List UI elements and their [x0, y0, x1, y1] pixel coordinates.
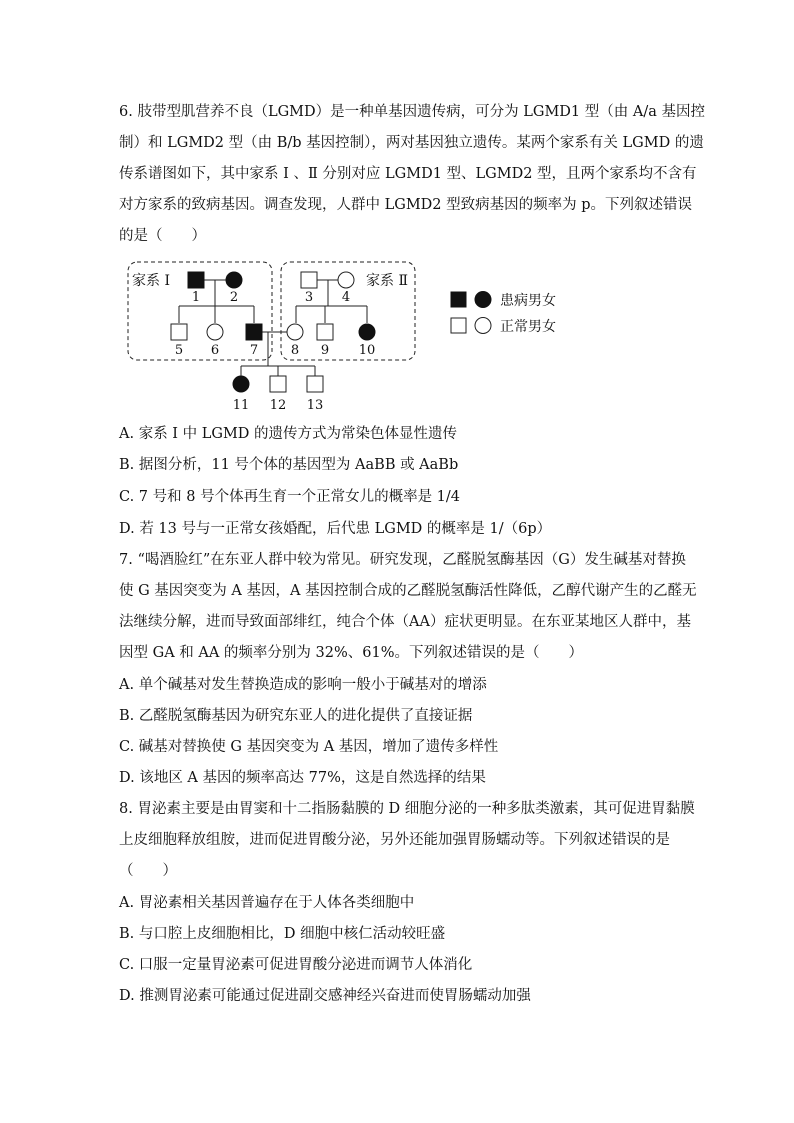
q6-line-1: 6. 肢带型肌营养不良（LGMD）是一种单基因遗传病，可分为 LGMD1 型（由 A/a 基因控 — [119, 104, 705, 120]
legend-affected-female — [475, 292, 491, 308]
label-7: 7 — [249, 343, 259, 358]
q8-option-d: D. 推测胃泌素可能通过促进副交感神经兴奋进而使胃肠蠕动加强 — [119, 988, 531, 1004]
pedigree-diagram — [118, 256, 578, 416]
q8-line-1: 8. 胃泌素主要是由胃窦和十二指肠黏膜的 D 细胞分泌的一种多肽类激素，其可促进胃黏膜 — [119, 801, 695, 817]
q7-option-a: A. 单个碱基对发生替换造成的影响一般小于碱基对的增添 — [119, 677, 487, 693]
q7-line-2: 使 G 基因突变为 A 基因，A 基因控制合成的乙醛脱氢酶活性降低，乙醇代谢产生的乙醛无 — [119, 583, 697, 599]
label-12: 12 — [269, 398, 287, 413]
label-9: 9 — [320, 343, 330, 358]
q6-option-d: D. 若 13 号与一正常女孩婚配，后代患 LGMD 的概率是 1/（6p） — [119, 521, 552, 537]
q6-line-3: 传系谱图如下，其中家系 Ⅰ 、Ⅱ 分别对应 LGMD1 型、LGMD2 型，且两个家系均不含有 — [119, 166, 697, 182]
label-8: 8 — [290, 343, 300, 358]
family2-label: 家系 Ⅱ — [366, 273, 408, 289]
label-13: 13 — [306, 398, 324, 413]
individual-7 — [246, 324, 262, 340]
q8-line-2: 上皮细胞释放组胺，进而促进胃酸分泌，另外还能加强胃肠蠕动等。下列叙述错误的是 — [119, 832, 670, 848]
q7-line-3: 法继续分解，进而导致面部绯红，纯合个体（AA）症状更明显。在东亚某地区人群中，基 — [119, 614, 691, 630]
q7-option-b: B. 乙醛脱氢酶基因为研究东亚人的进化提供了直接证据 — [119, 708, 473, 724]
label-1: 1 — [191, 290, 201, 305]
legend-normal-label: 正常男女 — [500, 319, 556, 335]
individual-13 — [307, 376, 323, 392]
q6-line-5: 的是（ ） — [119, 228, 206, 244]
q7-option-d: D. 该地区 A 基因的频率高达 77%，这是自然选择的结果 — [119, 770, 486, 786]
family1-label: 家系 Ⅰ — [132, 273, 170, 289]
individual-9 — [317, 324, 333, 340]
legend-normal-male — [451, 318, 466, 333]
q6-line-4: 对方家系的致病基因。调查发现，人群中 LGMD2 型致病基因的频率为 p。下列叙述错误 — [119, 197, 693, 213]
q6-line-2: 制）和 LGMD2 型（由 B/b 基因控制），两对基因独立遗传。某两个家系有关 LGMD 的遗 — [119, 135, 704, 151]
legend-affected-label: 患病男女 — [500, 293, 556, 309]
q8-option-b: B. 与口腔上皮细胞相比，D 细胞中核仁活动较旺盛 — [119, 926, 446, 942]
q7-option-c: C. 碱基对替换使 G 基因突变为 A 基因，增加了遗传多样性 — [119, 739, 499, 755]
q7-line-1: 7. “喝酒脸红”在东亚人群中较为常见。研究发现，乙醛脱氢酶基因（G）发生碱基对替换 — [119, 552, 686, 568]
q6-option-a: A. 家系 Ⅰ 中 LGMD 的遗传方式为常染色体显性遗传 — [119, 426, 458, 442]
q8-option-c: C. 口服一定量胃泌素可促进胃酸分泌进而调节人体消化 — [119, 957, 473, 973]
label-6: 6 — [210, 343, 220, 358]
label-2: 2 — [229, 290, 239, 305]
individual-4 — [338, 272, 354, 288]
individual-8 — [287, 324, 303, 340]
individual-1 — [188, 272, 204, 288]
q6-option-c: C. 7 号和 8 号个体再生育一个正常女儿的概率是 1/4 — [119, 489, 461, 505]
label-10: 10 — [358, 343, 376, 358]
label-4: 4 — [341, 290, 351, 305]
q6-option-b: B. 据图分析，11 号个体的基因型为 AaBB 或 AaBb — [119, 457, 459, 473]
label-3: 3 — [304, 290, 314, 305]
q8-line-3: （ ） — [119, 863, 177, 879]
individual-12 — [270, 376, 286, 392]
label-5: 5 — [174, 343, 184, 358]
q8-option-a: A. 胃泌素相关基因普遍存在于人体各类细胞中 — [119, 895, 415, 911]
individual-5 — [171, 324, 187, 340]
q7-line-4: 因型 GA 和 AA 的频率分别为 32%、61%。下列叙述错误的是（ ） — [119, 645, 583, 661]
individual-2 — [226, 272, 242, 288]
legend-affected-male — [451, 292, 466, 307]
individual-3 — [301, 272, 317, 288]
individual-6 — [207, 324, 223, 340]
individual-11 — [233, 376, 249, 392]
label-11: 11 — [232, 398, 250, 413]
legend-normal-female — [475, 318, 491, 334]
individual-10 — [359, 324, 375, 340]
